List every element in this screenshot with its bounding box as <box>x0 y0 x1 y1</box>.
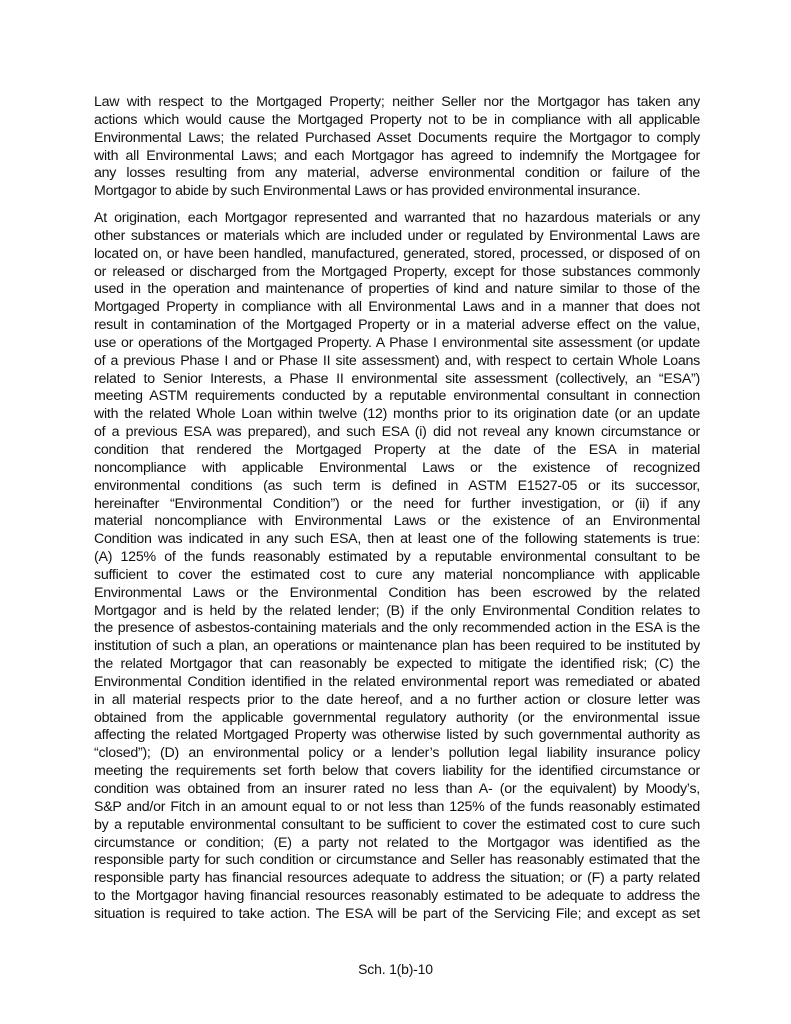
text-line: institution of such a plan, an operations or maintenance plan has been required to be instituted by <box>94 638 700 655</box>
page-number: Sch. 1(b)-10 <box>358 961 433 977</box>
text-line: meeting the requirements set forth below that covers liability for the identified circumstance or <box>94 763 700 780</box>
text-line: Environmental Laws or the Environmental Condition has been escrowed by the related <box>94 584 700 601</box>
text-line: to the Mortgagor having financial resources reasonably estimated to be adequate to address the <box>94 888 700 905</box>
text-line: with all Environmental Laws; and each Mortgagor has agreed to indemnify the Mortgagee for <box>94 147 700 164</box>
text-line: with the related Whole Loan within twelve (12) months prior to its origination date (or an update <box>94 406 700 423</box>
text-line: Mortgaged Property in compliance with all Environmental Laws and in a manner that does not <box>94 299 700 316</box>
text-line: of a previous ESA was prepared), and such ESA (i) did not reveal any known circumstance or <box>94 424 700 441</box>
text-line: other substances or materials which are included under or regulated by Environmental Laws are <box>94 227 700 244</box>
text-line: hereinafter “Environmental Condition”) or the need for further investigation, or (ii) if any <box>94 495 700 512</box>
text-line: “closed”); (D) an environmental policy or a lender’s pollution legal liability insurance policy <box>94 745 700 762</box>
text-line: of a previous Phase I and or Phase II site assessment) and, with respect to certain Whole Loans <box>94 352 700 369</box>
text-line: condition was obtained from an insurer rated no less than A- (or the equivalent) by Moody’s, <box>94 781 700 797</box>
text-line: situation is required to take action. The ESA will be part of the Servicing File; and except as set <box>94 905 700 922</box>
text-line: material noncompliance with Environmental Laws or the existence of an Environmental <box>94 513 700 530</box>
text-line: sufficient to cover the estimated cost to cure any material noncompliance with applicable <box>94 566 700 583</box>
text-line: S&P and/or Fitch in an amount equal to or not less than 125% of the funds reasonably estimated <box>94 798 700 815</box>
text-line: use or operations of the Mortgaged Property. A Phase I environmental site assessment (or update <box>94 334 700 351</box>
text-line: responsible party for such condition or circumstance and Seller has reasonably estimated that the <box>94 852 700 869</box>
text-line: environmental conditions (as such term is defined in ASTM E1527-05 or its successor, <box>94 477 700 494</box>
text-line: circumstance or condition; (E) a party not related to the Mortgagor was identified as the <box>94 834 700 851</box>
text-line: located on, or have been handled, manufactured, generated, stored, processed, or disposed of on <box>94 245 700 262</box>
text-line: by a reputable environmental consultant to be sufficient to cover the estimated cost to cure such <box>94 816 700 833</box>
text-line: used in the operation and maintenance of properties of kind and nature similar to those of the <box>94 281 700 298</box>
text-line: noncompliance with applicable Environmental Laws or the existence of recognized <box>94 459 700 476</box>
text-line: condition that rendered the Mortgaged Property at the date of the ESA in material <box>94 441 700 458</box>
text-line: the presence of asbestos-containing materials and the only recommended action in the ESA is the <box>94 620 700 637</box>
text-line: any losses resulting from any material, adverse environmental condition or failure of the <box>94 165 700 182</box>
text-line: Law with respect to the Mortgaged Property; neither Seller nor the Mortgagor has taken any <box>94 94 700 110</box>
text-line: Mortgagor to abide by such Environmental Laws or has provided environmental insurance. <box>94 183 641 200</box>
paragraph-environmental-compliance <box>94 94 700 201</box>
text-line: At origination, each Mortgagor represented and warranted that no hazardous materials or any <box>94 210 700 226</box>
text-line: responsible party has financial resources adequate to address the situation; or (F) a party related <box>94 870 700 887</box>
text-line: Environmental Laws; the related Purchased Asset Documents require the Mortgagor to comply <box>94 129 700 146</box>
text-line: the related Mortgagor that can reasonably be expected to mitigate the identified risk; (C) the <box>94 656 700 673</box>
text-line: affecting the related Mortgaged Property was otherwise listed by such governmental authority as <box>94 727 700 744</box>
text-line: (A) 125% of the funds reasonably estimated by a reputable environmental consultant to be <box>94 549 700 566</box>
text-line: or released or discharged from the Mortgaged Property, except for those substances commonly <box>94 263 700 280</box>
text-line: related to Senior Interests, a Phase II environmental site assessment (collectively, an “ESA”) <box>94 370 700 387</box>
text-line: meeting ASTM requirements conducted by a reputable environmental consultant in connection <box>94 388 700 405</box>
text-line: in all material respects prior to the date hereof, and a no further action or closure letter was <box>94 691 700 708</box>
text-line: obtained from the applicable governmental regulatory authority (or the environmental issue <box>94 709 700 726</box>
text-line: actions which would cause the Mortgaged Property not to be in compliance with all applicable <box>94 111 700 128</box>
text-line: result in contamination of the Mortgaged Property or in a material adverse effect on the value, <box>94 317 700 334</box>
paragraph-esa-representation <box>94 210 700 924</box>
text-line: Condition was indicated in any such ESA, then at least one of the following statements is true: <box>94 531 700 548</box>
text-line: Environmental Condition identified in the related environmental report was remediated or abated <box>94 673 700 690</box>
text-line: Mortgagor and is held by the related lender; (B) if the only Environmental Condition relates to <box>94 602 700 619</box>
